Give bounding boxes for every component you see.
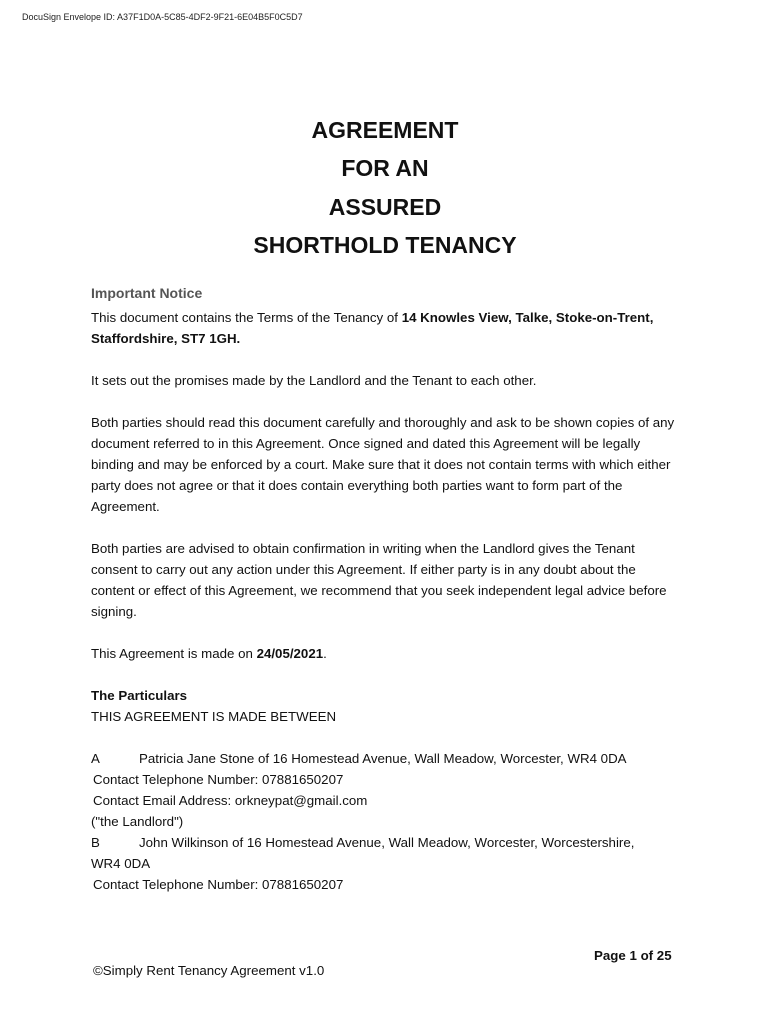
agreement-date: 24/05/2021 [256,646,324,661]
agreement-date-suffix: . [323,646,327,661]
notice-intro-paragraph [91,307,681,349]
agreement-date-line [91,643,681,664]
party-a-row [91,748,681,769]
docusign-envelope-id: DocuSign Envelope ID: A37F1D0A-5C85-4DF2-9F21-6E04B5F0C5D7 [22,12,303,22]
agreement-date-prefix: This Agreement is made on [91,646,257,661]
party-a-email: Contact Email Address: orkneypat@gmail.com [93,793,368,808]
particulars-heading-text: The Particulars [91,688,188,703]
title-line: FOR AN [341,155,429,182]
particulars-heading [91,685,681,706]
party-b-details: John Wilkinson of 16 Homestead Avenue, Wall Meadow, Worcester, Worcestershire, [139,835,635,850]
notice-paragraph-3: Both parties should read this document carefully and thoroughly and ask to be shown copies of any document referred to in this Agreement. Once signed and dated this Agreement will be legally binding and may be enforced by a court. Make sure that it does not contain terms with which either party does not agree or that it does contain everything both parties want to form part of the Agreement. [91,415,675,514]
party-b-letter: B [91,835,100,850]
party-b-row [91,832,681,853]
party-b-details-continued: WR4 0DA [91,856,151,871]
title-line: AGREEMENT [311,117,459,143]
party-a-details: Patricia Jane Stone of 16 Homestead Avenue, Wall Meadow, Worcester, WR4 0DA [139,751,627,766]
title-line: SHORTHOLD TENANCY [253,231,517,258]
notice-paragraph-2: It sets out the promises made by the Landlord and the Tenant to each other. [91,373,537,388]
document-title [0,111,770,264]
important-notice-heading: Important Notice [91,285,203,301]
notice-intro-text: This document contains the Terms of the Tenancy of [91,310,402,325]
document-body [91,283,681,895]
landlord-label: ("the Landlord") [91,814,184,829]
property-address: 14 Knowles View, Talke, Stoke-on-Trent, Staffordshire, ST7 1GH. [91,310,654,346]
footer-copyright: ©Simply Rent Tenancy Agreement v1.0 [93,963,325,978]
notice-paragraph-4: Both parties are advised to obtain confirmation in writing when the Landlord gives the Tenant consent to carry out any action under this Agreement. If either party is in any doubt about the content or effect of this Agreement, we recommend that you seek independent legal advice before signing. [91,541,667,619]
title-line: ASSURED [328,193,442,220]
party-a-phone: Contact Telephone Number: 07881650207 [93,772,344,787]
particulars-subheading: THIS AGREEMENT IS MADE BETWEEN [91,709,337,724]
page-number: Page 1 of 25 [594,948,672,963]
party-b-phone: Contact Telephone Number: 07881650207 [93,877,344,892]
party-a-letter: A [91,751,100,766]
